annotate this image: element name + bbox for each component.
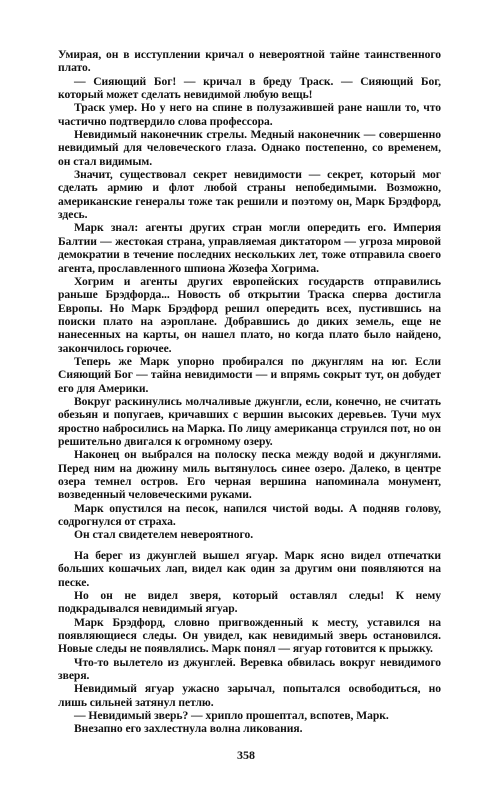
paragraph: Что-то вылетело из джунглей. Веревка обвилась вокруг невидимого зверя. (58, 655, 441, 683)
paragraph: — Сияющий Бог! — кричал в бреду Траск. — Сияющий Бог, который может сделать невидимой любую вещь! (58, 74, 441, 102)
paragraph: Умирая, он в исступлении кричал о невероятной тайне таинственного плато. (58, 48, 441, 75)
paragraph: Он стал свидетелем невероятного. (74, 528, 254, 542)
paragraph: Вокруг раскинулись молчаливые джунгли, если, конечно, не считать обезьян и попугаев, кричавших с вершин высоких деревьев. Тучи мух яростно набросились на Марка. По лицу американца струился пот, но он решительно двигался к огромному озеру. (58, 394, 441, 448)
paragraph: Хогрим и агенты других европейских государств отправились раньше Брэдфорда... Новость об открытии Траска сперва достигла Европы. Но Марк Брэдфорд решил опередить всех, пустившись на поиски плато на аэроплане. Добравшись до диких земель, еще не нанесенных на карты, он нашел плато, но когда плато было найдено, закончилось горючее. (58, 274, 441, 355)
paragraph: Наконец он выбрался на полоску песка между водой и джунглями. Перед ним на дюжину миль вытянулось синее озеро. Далеко, в центре озера темнел остров. Его черная вершина напоминала монумент, возведенный человеческими руками. (58, 448, 441, 502)
paragraph: Марк Брэдфорд, словно пригвожденный к месту, уставился на появляющиеся следы. Он увидел, как невидимый зверь остановился. Новые следы не появлялись. Марк понял — ягуар готовится к прыжку. (58, 615, 441, 656)
paragraph: Но он не видел зверя, который оставлял следы! К нему подкрадывался невидимый ягуар. (58, 589, 441, 616)
paragraph: На берег из джунглей вышел ягуар. Марк ясно видел отпечатки больших кошачьих лап, видел как один за другим они появляются на песке. (58, 549, 441, 589)
text-section-2 (58, 549, 441, 736)
paragraph: Теперь же Марк упорно пробирался по джунглям на юг. Если Сияющий Бог — тайна невидимости — и впрямь сокрыт тут, он добудет его для Америки. (58, 354, 441, 395)
paragraph: Невидимый наконечник стрелы. Медный наконечник — совершенно невидимый для человеческого глаза. Однако постепенно, со временем, он стал видимым. (58, 128, 441, 168)
paragraph: Марк опустился на песок, напился чистой воды. А подняв голову, содрогнулся от страха. (58, 501, 441, 529)
paragraph: Невидимый ягуар ужасно зарычал, попытался освободиться, но лишь сильней затянул петлю. (58, 682, 441, 709)
paragraph: Марк знал: агенты других стран могли опередить его. Империя Балтии — жестокая страна, управляемая диктатором — угроза мировой демократии в течение последних нескольких лет, тоже отправила своего агента, прославленного шпиона Жозефа Хогрима. (58, 221, 441, 275)
paragraph: — Невидимый зверь? — хрипло прошептал, вспотев, Марк. (74, 709, 389, 723)
page-number: 358 (237, 748, 255, 762)
paragraph: Значит, существовал секрет невидимости — секрет, который мог сделать армию и флот любой страны непобедимыми. Возможно, американские генералы тоже так решили и поэтому он, Марк Брэдфорд, здесь. (58, 168, 441, 222)
text-section-1 (58, 48, 441, 542)
paragraph: Внезапно его захлестнула волна ликования. (74, 722, 303, 736)
paragraph: Траск умер. Но у него на спине в полузажившей ране нашли то, что частично подтвердило слова профессора. (58, 101, 441, 128)
